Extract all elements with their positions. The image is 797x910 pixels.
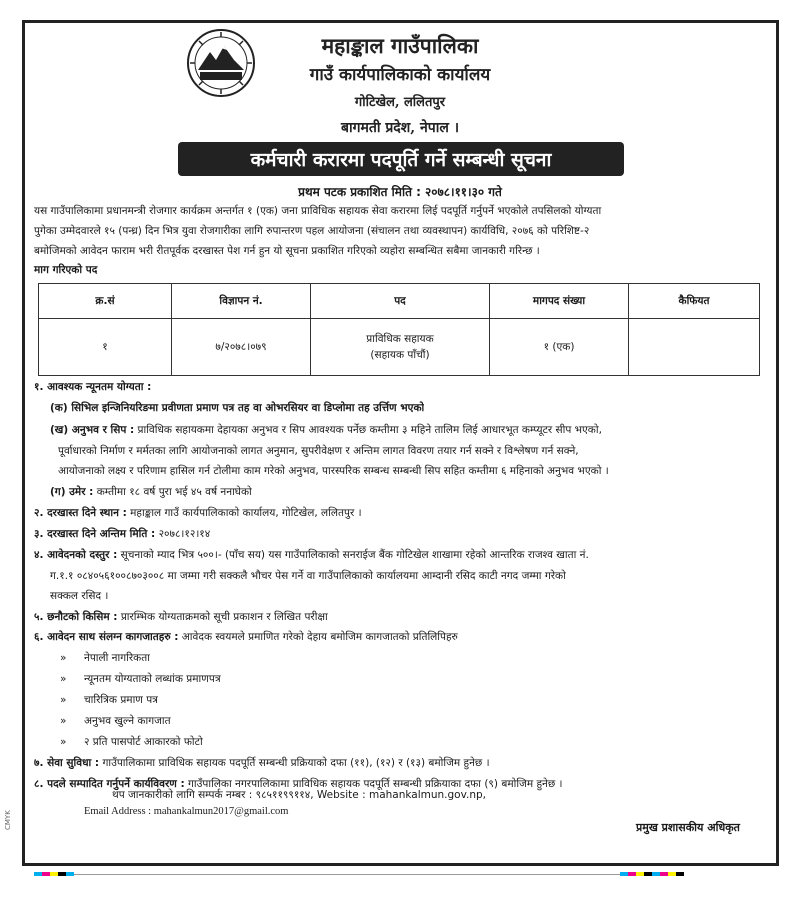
qualification-a: (क) सिभिल इन्जिनियरिङमा प्रवीणता प्रमाण पत्र तह वा ओभरसियर वा डिप्लोमा तह उर्त्तिण भएको xyxy=(50,402,425,414)
list-item xyxy=(60,714,171,728)
item-fee-line2: ग.१.१ ०८४०५६१००८७०३००८ मा जम्मा गरी सक्कलै भौचर पेस गर्ने वा गाउँपालिकाको कार्यालयमा आम्दानी रसिद काटी नगद जम्मा गरेको xyxy=(50,570,566,582)
post-name: प्राविधिक सहायक xyxy=(366,333,434,345)
contact-email: Email Address : mahankalmun2017@gmail.com xyxy=(84,806,289,817)
place-text: महाङ्काल गाउँ कार्यपालिकाको कार्यालय, गोटिखेल, ललितपुर । xyxy=(126,507,362,519)
doc-text: अनुभव खुल्ने कागजात xyxy=(84,715,171,727)
publication-date: प्रथम पटक प्रकाशित मिति : २०७८।११।३० गते xyxy=(298,185,502,199)
signature-designation: प्रमुख प्रशासकीय अधिकृत xyxy=(636,821,740,834)
item-service xyxy=(34,756,490,770)
province-line: बागमती प्रदेश, नेपाल । xyxy=(340,120,460,136)
color-registration-strip xyxy=(620,872,684,876)
documents-label: ६. आवेदन साथ संलग्न कागजातहरु : xyxy=(34,631,179,643)
cell-remarks xyxy=(629,319,760,376)
qualification-b-line1 xyxy=(50,423,602,437)
qualification-b-line3: आयोजनाको लक्ष्य र परिणाम हासिल गर्न टोलीमा काम गरेको अनुभव, पारस्परिक सम्बन्ध सम्बन्धी सिप सहित कम्तीमा ६ महिनाको अनुभव भएको । xyxy=(58,465,609,477)
col-sn: क्र.सं xyxy=(39,284,172,319)
post-level: (सहायक पाँचौं) xyxy=(370,349,430,361)
list-item xyxy=(60,693,158,707)
item-selection xyxy=(34,610,328,624)
cell-ad-no: ७/२०७८।०७९ xyxy=(172,319,311,376)
service-label: ७. सेवा सुविधा : xyxy=(34,757,100,769)
item-documents xyxy=(34,630,458,644)
notice-banner: कर्मचारी करारमा पदपूर्ति गर्ने सम्बन्धी सूचना xyxy=(178,142,624,176)
intro-paragraph xyxy=(34,201,770,261)
list-item xyxy=(60,735,203,749)
cell-count: १ (एक) xyxy=(490,319,629,376)
table-row xyxy=(39,319,760,376)
documents-text: आवेदक स्वयमले प्रमाणित गरेको देहाय बमोजिम कागजातको प्रतिलिपिहरु xyxy=(178,631,458,643)
service-text: गाउँपालिकामा प्राविधिक सहायक पदपूर्ति सम्बन्धी प्रक्रियाको दफा (११), (१२) र (१३) बमोजिम हुनेछ । xyxy=(99,757,490,769)
qualification-c xyxy=(50,485,252,499)
posts-heading: माग गरिएको पद xyxy=(34,264,98,276)
table-header-row xyxy=(39,284,760,319)
selection-text: प्रारम्भिक योग्यताक्रमको सूची प्रकाशन र लिखित परीक्षा xyxy=(117,611,328,623)
contact-phone-website: थप जानकारीको लागि सम्पर्क नम्बर : ९८५११९९११४, Website : mahankalmun.gov.np, xyxy=(112,789,486,801)
posts-table xyxy=(38,283,760,376)
col-post: पद xyxy=(311,284,490,319)
item-fee-line1 xyxy=(34,548,589,562)
office-location: गोटिखेल, ललितपुर xyxy=(354,95,446,110)
qualification-heading: १. आवश्यक न्यूनतम योग्यता : xyxy=(34,381,152,393)
intro-line: यस गाउँपालिकामा प्रधानमन्त्री रोजगार कार्यक्रम अन्तर्गत १ (एक) जना प्राविधिक सहायक सेवा करारमा लिई पदपूर्ति गर्नुपर्ने भएकोले तपसिलको योग्यता xyxy=(34,205,602,217)
doc-text: चारित्रिक प्रमाण पत्र xyxy=(84,694,158,706)
experience-label: (ख) अनुभव र सिप : xyxy=(50,424,135,436)
list-item xyxy=(60,672,221,686)
cmyk-mark: CMYK xyxy=(4,810,12,830)
doc-text: न्यूनतम योग्यताको लब्धांक प्रमाणपत्र xyxy=(84,673,221,685)
doc-text: २ प्रति पासपोर्ट आकारको फोटो xyxy=(84,736,203,748)
job-text: गाउँपालिका नगरपालिकामा प्राविधिक सहायक पदपूर्ति सम्बन्धी प्रक्रियाका दफा (९) बमोजिम हुनेछ । xyxy=(184,778,563,790)
office-name: गाउँ कार्यपालिकाको कार्यालय xyxy=(309,65,491,85)
place-label: २. दरखास्त दिने स्थान : xyxy=(34,507,127,519)
cell-post xyxy=(311,319,490,376)
bullet-icon: » xyxy=(60,736,67,748)
intro-line: पुगेका उम्मेदवारले १५ (पन्ध्र) दिन भित्र युवा रोजगारीका लागि रुपान्तरण पहल आयोजना (संचालन तथा व्यवस्थापन) कार्यविधि, २०७६ को परिशिष्ट-२ xyxy=(34,225,590,237)
col-count: मागपद संख्या xyxy=(490,284,629,319)
item-application-place xyxy=(34,506,362,520)
fee-text: सूचनाको म्याद भित्र ५००।- (पाँच सय) यस गाउँपालिकाको सनराईज बैंक गोटिखेल शाखामा रहेको आन्तरिक राजश्व खाता नं. xyxy=(117,549,589,561)
job-label: ८. पदले सम्पादित गर्नुपर्ने कार्यविवरण : xyxy=(34,778,185,790)
color-registration-strip xyxy=(34,872,74,876)
intro-line: बमोजिमको आवेदन फाराम भरी रीतपूर्वक दरखास्त पेश गर्न हुन यो सूचना प्रकाशित गरिएको व्यहोरा सम्बन्धित सबैमा जानकारी गरिन्छ । xyxy=(34,245,540,257)
list-item xyxy=(60,651,150,665)
col-ad-no: विज्ञापन नं. xyxy=(172,284,311,319)
col-remarks: कैफियत xyxy=(629,284,760,319)
municipality-title: महाङ्काल गाउँपालिका xyxy=(321,33,479,58)
bullet-icon: » xyxy=(60,715,67,727)
fee-label: ४. आवेदनको दस्तुर : xyxy=(34,549,118,561)
qualification-b-line2: पूर्वाधारको निर्माण र मर्मतका लागि आयोजनाको लागत अनुमान, सुपरीवेक्षण र अन्तिम लागत विवरण तयार गर्न सक्ने र विश्लेषण गर्न सक्ने, xyxy=(58,445,579,457)
cell-sn: १ xyxy=(39,319,172,376)
bullet-icon: » xyxy=(60,673,67,685)
item-fee-line3: सक्कल रसिद । xyxy=(50,590,109,602)
bullet-icon: » xyxy=(60,694,67,706)
experience-text: प्राविधिक सहायकमा देहायका अनुभव र सिप आवश्यक पर्नेछ कम्तीमा ३ महिने तालिम लिई आधारभूत कम्प्यूटर सीप भएको, xyxy=(134,424,602,436)
age-text: कम्तीमा १८ वर्ष पुरा भई ४५ वर्ष ननाघेको xyxy=(93,486,252,498)
selection-label: ५. छनौटको किसिम : xyxy=(34,611,118,623)
age-label: (ग) उमेर : xyxy=(50,486,94,498)
item-deadline xyxy=(34,527,210,541)
bullet-icon: » xyxy=(60,652,67,664)
deadline-text: २०७८।१२।१४ xyxy=(155,528,211,540)
deadline-label: ३. दरखास्त दिने अन्तिम मिति : xyxy=(34,528,156,540)
bottom-rule xyxy=(74,874,620,875)
doc-text: नेपाली नागरिकता xyxy=(84,652,150,664)
